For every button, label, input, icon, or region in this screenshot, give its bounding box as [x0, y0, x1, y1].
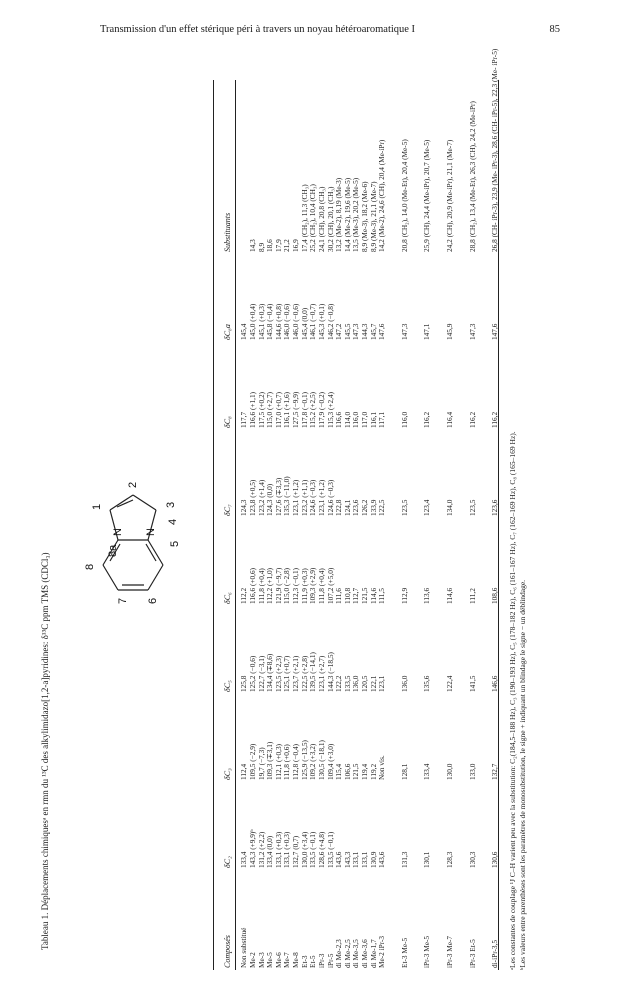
running-head — [100, 24, 560, 42]
cell-dc7: 124,3 (0,0) — [265, 483, 275, 516]
cell-substituants: 24,2 (CH), 20,9 (Me-iPr), 21,1 (Me-7) — [445, 139, 455, 252]
cell-dc7: 123,8 (+0,5) — [248, 479, 258, 516]
cell-dc6: 112,9 — [399, 587, 409, 604]
cell-substituants: 25,9 (CH), 24,4 (Me-iPr), 20,7 (Me-5) — [422, 139, 432, 252]
cell-substituants: 20,8 (CH₂), 14,0 (Me-Et), 20,4 (Me-5) — [399, 139, 409, 252]
imidazopyridine-structure — [58, 400, 208, 660]
cell-dc3: 115,4 — [334, 763, 344, 780]
cell-dc6: 111,8 (+0,4) — [316, 568, 326, 604]
atom-label-n1: N — [112, 528, 124, 536]
cell-dc8a: 145,5 — [342, 323, 352, 340]
cell-dc6: 112,2 — [239, 587, 249, 604]
cell-dc3: 119,2 — [368, 763, 378, 780]
cell-dc8: 117,5 (+0,2) — [256, 391, 266, 428]
cell-dc8: 115,2 (+2,5) — [308, 391, 318, 428]
cell-dc7: 123,5 — [467, 499, 477, 516]
cell-compose: di-iPr-3,5 — [490, 939, 500, 968]
cell-dc5: 123,1 — [377, 675, 387, 692]
cell-dc5: 133,5 — [342, 675, 352, 692]
cell-dc3: 119,4 — [359, 763, 369, 780]
cell-dc8a: 145,3 (+0,1) — [316, 303, 326, 340]
cell-substituants — [240, 80, 249, 254]
cell-dc2: 143,3 (+9,9)ᵇ — [248, 829, 258, 868]
cell-dc7: 124,6 (−0,3) — [325, 479, 335, 516]
header-substituants: Substituants — [223, 212, 232, 252]
cell-dc8: 116,4 — [445, 411, 455, 428]
cell-compose: Et-3 — [299, 955, 309, 968]
cell-dc2: 133,1 (+0,3) — [282, 831, 292, 868]
cell-dc3: 109,3 (∓3,1) — [265, 741, 275, 780]
cell-dc6: 112,3 (−0,1) — [291, 567, 301, 604]
cell-dc8a: 147,1 — [422, 323, 432, 340]
header-dc6: δC₆ — [223, 592, 232, 604]
header-dc5: δC₅ — [223, 680, 232, 692]
cell-substituants: 8,9 (Me-3), 21,1 (Me-7) — [368, 181, 378, 252]
cell-dc3: 111,8 (+0,6) — [282, 744, 292, 780]
cell-dc3: 109,5 (−2,9) — [248, 743, 258, 780]
cell-substituants: 28,8 (CH₂), 13,4 (Me-Et), 26,3 (CH), 24,2 (Me-iPr) — [467, 101, 477, 252]
cell-compose: di Me-2,5 — [342, 939, 352, 968]
cell-dc2: 133,5 (−0,1) — [308, 831, 318, 868]
cell-dc8: 117,8 (−0,1) — [299, 391, 309, 428]
cell-dc6: 114,6 — [445, 587, 455, 604]
cell-dc5: 120,5 — [359, 675, 369, 692]
cell-dc8a: 146,0 (−0,6) — [282, 303, 292, 340]
cell-dc3: 130,0 — [445, 763, 455, 780]
cell-dc5: 144,3 (−18,5) — [325, 652, 335, 692]
cell-dc6: 121,5 — [359, 587, 369, 604]
cell-dc8: 116,2 — [490, 411, 500, 428]
running-head-title: Transmission d'un effet stérique péri à travers un noyau hétéroaromatique I — [100, 24, 416, 35]
cell-dc5: 136,0 — [399, 675, 409, 692]
cell-dc8: 115,0 (+2,7) — [265, 391, 275, 428]
cell-dc8: 127,5 (−9,9) — [291, 391, 301, 428]
cell-dc6: 112,7 — [351, 587, 361, 604]
cell-dc8: 116,1 — [368, 411, 378, 428]
cell-substituants: 26,8 (CH- iPr-3), 23,9 (Me- iPr-3), 28,6 (CH- iPr-5), 22,3 (Me- iPr-5) — [490, 48, 500, 252]
cell-dc8a: 147,2 — [334, 323, 344, 340]
header-dc8: δC₈ — [223, 416, 232, 428]
cell-dc5: 125,8 — [239, 675, 249, 692]
cell-dc6: 111,5 — [377, 588, 387, 604]
atom-label-1: 1 — [91, 503, 103, 510]
cell-dc2: 133,4 (0,0) — [265, 835, 275, 868]
cell-dc8a: 147,3 — [467, 323, 477, 340]
rotated-table-page — [30, 50, 560, 990]
cell-substituants: 8,9 — [256, 242, 266, 252]
cell-dc8a: 147,3 — [351, 323, 361, 340]
cell-dc3: 132,7 — [490, 763, 500, 780]
cell-substituants: 13,5 (Me-3), 20,2 (Me-5) — [351, 177, 361, 252]
cell-dc5: 123,5 (+2,3) — [273, 655, 283, 692]
cell-compose: Me-5 — [265, 952, 275, 968]
cell-dc6: 111,8 (+0,4) — [256, 568, 266, 604]
cell-substituants: 24,1 (CH), 20,8 (CH₃) — [316, 186, 326, 252]
cell-dc8: 117,7 — [239, 411, 249, 428]
cell-dc8a: 145,4 — [239, 323, 249, 340]
cell-dc3: 112,4 — [239, 763, 249, 780]
cell-dc8: 117,0 — [359, 411, 369, 428]
cell-dc2: 133,1 — [359, 851, 369, 868]
cell-dc8: 116,1 (+1,6) — [282, 391, 292, 428]
cell-dc6: 116,6 (+0,6) — [248, 567, 258, 604]
table-header-row — [220, 80, 240, 970]
cell-substituants: 30,2 (CH), 20,1 (CH₃) — [325, 186, 335, 252]
cell-dc3: 109,4 (+3,0) — [325, 743, 335, 780]
table-body — [239, 48, 500, 970]
cell-substituants: 14,3 — [248, 239, 258, 252]
cell-dc6: 115,0 (−2,8) — [282, 567, 292, 604]
cell-dc6: 111,9 (+0,3) — [299, 568, 309, 604]
cell-compose: Me-2 — [248, 952, 258, 968]
cell-substituants: 17,4 (CH₂), 11,3 (CH₃) — [299, 184, 309, 252]
cell-dc3: 112,1 (+0,3) — [273, 743, 283, 780]
cell-dc5: 122,4 — [445, 675, 455, 692]
cell-dc5: 122,1 — [368, 675, 378, 692]
footnote-b: ᵇLes valeurs entre parenthèses sont les paramètres de monosubstitution, le signe + indiquant un blindage le signe − un déblindage. — [517, 579, 527, 970]
cell-dc5: 135,6 — [422, 675, 432, 692]
cell-dc3: 125,9 (−13,5) — [299, 740, 309, 780]
chemical-shift-table — [220, 48, 500, 970]
cell-dc7: 123,5 — [399, 499, 409, 516]
cell-dc7: 127,6 (∓3,3) — [273, 477, 283, 516]
cell-dc7: 124,3 — [239, 499, 249, 516]
cell-dc7: 123,1 (+1,2) — [316, 479, 326, 516]
cell-dc2: 143,3 — [342, 851, 352, 868]
header-dc2: δC₂ — [223, 856, 232, 868]
cell-dc8: 116,0 — [351, 411, 361, 428]
cell-dc2: 143,6 — [377, 851, 387, 868]
cell-dc2: 130,6 — [490, 851, 500, 868]
cell-dc5: 134,4 (∓8,6) — [265, 653, 275, 692]
cell-compose: iPr-3 Et-5 — [467, 939, 477, 968]
cell-dc6: 114,6 — [368, 587, 378, 604]
cell-dc8: 116,0 — [399, 411, 409, 428]
table-top-rule — [213, 80, 214, 970]
cell-substituants: 16,9 — [291, 239, 301, 252]
cell-dc8a: 147,6 — [490, 323, 500, 340]
cell-dc2: 130,3 — [467, 851, 477, 868]
table-row — [477, 80, 500, 970]
cell-dc2: 133,4 — [239, 851, 249, 868]
cell-dc8: 116,2 — [467, 411, 477, 428]
cell-dc2: 133,5 (−0,1) — [325, 831, 335, 868]
cell-dc6: 107,2 (+5,0) — [325, 567, 335, 604]
cell-dc2: 130,0 (+3,4) — [299, 831, 309, 868]
cell-substituants: 13,2 (Me-2), 8,19 (Me-3) — [334, 177, 344, 252]
cell-dc3: 130,5 (−18,1) — [316, 740, 326, 780]
cell-dc7: 122,5 — [377, 499, 387, 516]
cell-compose: di Me-3,6 — [359, 939, 369, 968]
cell-dc8a: 147,3 — [399, 323, 409, 340]
atom-label-7: 7 — [117, 597, 129, 604]
cell-compose: iPr-3 Me-5 — [422, 935, 432, 968]
cell-dc7: 123,4 — [422, 499, 432, 516]
atom-label-4: 4 — [167, 518, 179, 525]
cell-substituants: 25,2 (CH₂), 10,4 (CH₃) — [308, 184, 318, 252]
cell-dc6: 108,6 — [490, 587, 500, 604]
cell-dc7: 123,1 (+1,2) — [291, 479, 301, 516]
table-row — [409, 80, 432, 970]
cell-dc8: 116,6 (+1,1) — [248, 391, 258, 428]
cell-substituants: 8,9 (Me-3), 18,2 (Me-6) — [359, 181, 369, 252]
cell-dc5: 122,7 (−3,1) — [256, 655, 266, 692]
cell-compose: di Me-1,7 — [368, 939, 378, 968]
cell-dc2: 143,6 — [334, 851, 344, 868]
cell-substituants: 21,2 — [282, 239, 292, 252]
cell-substituants: 18,6 — [265, 239, 275, 252]
cell-dc3: 133,4 — [422, 763, 432, 780]
cell-dc5: 125,1 (+0,7) — [282, 655, 292, 692]
table-row — [387, 80, 410, 970]
cell-compose: di Me-3,5 — [351, 939, 361, 968]
cell-dc3: 121,5 — [351, 763, 361, 780]
cell-dc7: 122,8 — [334, 499, 344, 516]
cell-dc3: 112,8 (−0,4) — [291, 743, 301, 780]
cell-dc8a: 145,8 (−0,4) — [265, 303, 275, 340]
cell-compose: Non substitué — [239, 927, 249, 968]
cell-dc7: 134,0 — [445, 499, 455, 516]
cell-dc5: 139,5 (−14,1) — [308, 652, 318, 692]
atom-label-5: 5 — [169, 540, 181, 547]
cell-dc8: 116,2 — [422, 411, 432, 428]
cell-compose: Me-8 — [291, 952, 301, 968]
atom-label-8a: 8a — [107, 544, 119, 557]
cell-dc5: 122,5 (+2,8) — [299, 655, 309, 692]
header-dc8a: δC₈a — [223, 324, 232, 340]
cell-compose: iPr-5 — [325, 953, 335, 968]
page-number: 85 — [549, 24, 560, 35]
table-bottom-rule — [498, 80, 499, 970]
cell-dc5: 123,1 (+2,7) — [316, 655, 326, 692]
cell-compose: Me-2 iPr-3 — [377, 935, 387, 968]
cell-dc7: 123,2 (+1,1) — [299, 479, 309, 516]
cell-dc2: 133,1 — [351, 851, 361, 868]
cell-dc3: 19,7 (−7,3) — [256, 747, 266, 780]
cell-compose: Me-6 — [273, 952, 283, 968]
cell-compose: iPr-3 — [316, 953, 326, 968]
cell-substituants: 17,9 — [273, 239, 283, 252]
cell-dc8: 116,6 — [334, 411, 344, 428]
cell-dc2: 131,3 — [399, 851, 409, 868]
cell-dc8: 117,0 (+0,7) — [273, 391, 283, 428]
cell-dc2: 130,1 — [422, 851, 432, 868]
cell-dc2: 128,6 (+4,8) — [316, 831, 326, 868]
cell-compose: iPr-3 Me-7 — [445, 935, 455, 968]
cell-dc2: 131,2 (+2,2) — [256, 831, 266, 868]
cell-dc7: 123,6 — [351, 499, 361, 516]
cell-dc6: 111,2 — [467, 588, 477, 604]
cell-dc8a: 145,7 — [368, 323, 378, 340]
cell-compose: Et-5 — [308, 955, 318, 968]
cell-dc2: 130,9 — [368, 851, 378, 868]
cell-dc8a: 145,9 — [445, 323, 455, 340]
footnote-a: ᵃLes constantes de couplage ¹J C–H varient peu avec la substitution: C₂(184,5–188 Hz), C₃ (190–193 Hz), C₅ (178–182 Hz), C₆ (161–167 Hz), C₇ (162–169 Hz), C₈ (165–169 Hz). — [508, 431, 517, 970]
cell-compose: Me-7 — [282, 952, 292, 968]
cell-dc8a: 145,1 (+0,3) — [256, 303, 266, 340]
cell-dc2: 132,7 (0,7) — [291, 835, 301, 868]
cell-dc7: 124,6 (−0,3) — [308, 479, 318, 516]
cell-dc5: 136,0 — [351, 675, 361, 692]
atom-label-6: 6 — [147, 597, 159, 604]
cell-dc7: 123,6 — [490, 499, 500, 516]
cell-dc7: 123,2 (+1,4) — [256, 479, 266, 516]
table-row — [378, 80, 387, 970]
cell-dc2: 128,3 — [445, 851, 455, 868]
cell-substituants: 14,4 (Me-2), 19,6 (Me-5) — [342, 177, 352, 252]
table-caption: Tableau 1. Déplacements chimiquesᵃ en rmn du ¹³C des alkylimidazo[1,2-a]pyridines: δ¹³C ppm TMS (CDCl₃) — [40, 552, 50, 950]
cell-compose: Me-3 — [256, 952, 266, 968]
cell-dc5: 123,7 (+2,1) — [291, 655, 301, 692]
cell-compose: di Me-2,3 — [334, 939, 344, 968]
cell-dc3: 106,6 — [342, 763, 352, 780]
cell-dc8: 117,9 (−0,2) — [316, 391, 326, 428]
cell-dc6: 112,2 (+1,0) — [265, 567, 275, 604]
cell-dc2: 133,1 (+0,3) — [273, 831, 283, 868]
cell-dc5: 122,2 — [334, 675, 344, 692]
cell-dc6: 111,6 — [334, 588, 344, 604]
footnotes — [508, 90, 528, 970]
cell-dc7: 133,9 — [368, 499, 378, 516]
atom-label-8: 8 — [84, 563, 96, 570]
cell-dc8a: 144,3 — [359, 323, 369, 340]
cell-dc6: 121,9 (−9,7) — [273, 567, 283, 604]
cell-dc8a: 147,6 — [377, 323, 387, 340]
cell-dc7: 135,3 (−11,0) — [282, 476, 292, 516]
cell-dc8: 114,0 — [342, 411, 352, 428]
header-dc7: δC₇ — [223, 504, 232, 516]
cell-dc7: 126,2 — [359, 499, 369, 516]
cell-dc7: 124,1 — [342, 499, 352, 516]
table-row — [432, 80, 455, 970]
cell-dc3: 128,1 — [399, 763, 409, 780]
cell-dc8a: 145,0 (+0,4) — [248, 303, 258, 340]
table-row — [455, 80, 478, 970]
cell-dc3: 133,0 — [467, 763, 477, 780]
cell-dc8: 117,1 — [377, 411, 387, 428]
cell-dc5: 146,6 — [490, 675, 500, 692]
cell-dc5: 141,5 — [467, 675, 477, 692]
cell-dc8a: 144,6 (+0,8) — [273, 303, 283, 340]
cell-dc8a: 146,0 (−0,6) — [291, 303, 301, 340]
header-dc3: δC₃ — [223, 768, 232, 780]
cell-dc6: 109,3 (+2,9) — [308, 567, 318, 604]
cell-dc8a: 146,2 (−0,8) — [325, 303, 335, 340]
cell-dc3: Non vis. — [377, 755, 387, 780]
cell-substituants: 14,2 (Me-2), 24,6 (CH), 20,4 (Me-iPr) — [377, 139, 387, 252]
cell-dc8a: 146,1 (−0,7) — [308, 303, 318, 340]
cell-dc8a: 145,4 (0,0) — [299, 307, 309, 340]
cell-dc5: 125,2 (−0,6) — [248, 655, 258, 692]
cell-dc6: 110,8 — [342, 587, 352, 604]
cell-compose: Et-3 Me-5 — [399, 937, 409, 968]
atom-label-n4: N — [145, 528, 157, 536]
atom-label-2: 2 — [127, 481, 139, 488]
cell-dc8: 115,3 (+2,4) — [325, 391, 335, 428]
cell-dc6: 113,6 — [422, 587, 432, 604]
cell-dc3: 109,2 (+3,2) — [308, 743, 318, 780]
atom-label-3: 3 — [165, 501, 177, 508]
header-composes: Composés — [223, 935, 232, 968]
